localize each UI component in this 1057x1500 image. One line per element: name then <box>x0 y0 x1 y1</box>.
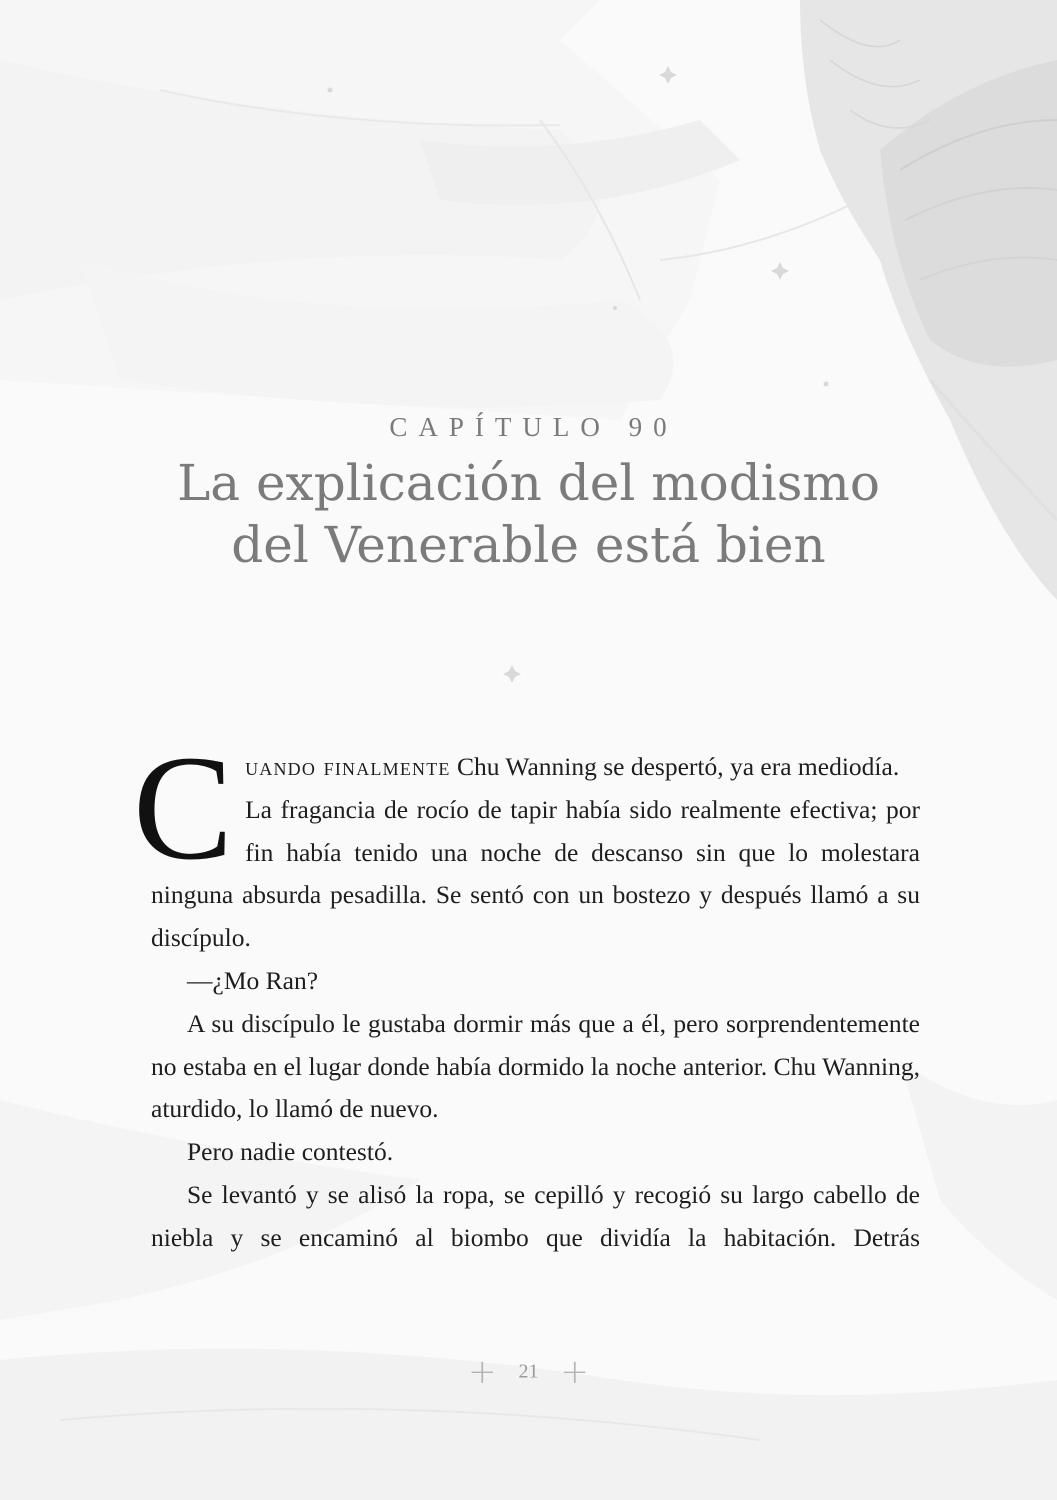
chapter-label: CAPÍTULO 90 <box>389 412 678 442</box>
plus-ornament-icon: + <box>468 1352 497 1392</box>
paragraph-3: —¿Mo Ran? <box>187 965 319 995</box>
page-footer <box>0 1352 1057 1392</box>
body-text <box>133 725 920 1260</box>
paragraph-4: A su discípulo le gustaba dormir más que a él, pero sorprendentemente no estaba en el lugar donde había dormido la noche anterior. Chu Wanning, aturdido, lo llamó de nuevo. <box>151 1008 920 1124</box>
paragraph-1-text: Chu Wanning se despertó, ya era mediodía. <box>450 752 900 781</box>
paragraph-5: Pero nadie contestó. <box>187 1137 394 1167</box>
page-number: 21 <box>518 1360 539 1383</box>
drop-cap: C <box>133 725 234 891</box>
paragraph-2: La fragancia de rocío de tapir había sido realmente efectiva; por fin había tenido una noche de descanso sin que lo molestara ninguna absurda pesadilla. Se sentó con un bostezo y después llamó a su discípulo. <box>151 794 920 953</box>
opening-small-caps: uando finalmente <box>245 752 451 781</box>
chapter-title-line-1: La explicación del modismo <box>177 454 880 512</box>
plus-ornament-icon: + <box>560 1352 589 1392</box>
chapter-title <box>120 452 937 576</box>
paragraph-6: Se levantó y se alisó la ropa, se cepilló y recogió su largo cabello de niebla y se encaminó al biombo que dividía la habitación. Detrás <box>151 1179 920 1252</box>
chapter-title-line-2: del Venerable está bien <box>231 516 826 574</box>
